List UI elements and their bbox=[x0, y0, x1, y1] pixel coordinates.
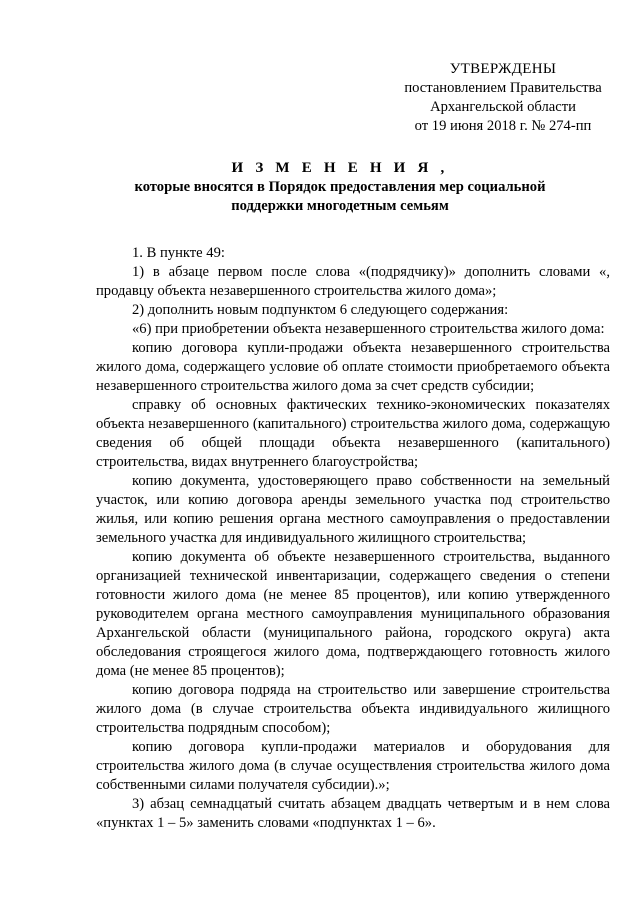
document-subtitle-line-2: поддержки многодетным семьям bbox=[231, 198, 449, 214]
paragraph-subitem-1: 1) в абзаце первом после слова «(подрядчику)» дополнить словами «, продавцу объекта незавершенного строительства жилого дома»; bbox=[96, 264, 610, 299]
approval-region: Архангельской области bbox=[430, 99, 576, 115]
paragraph-item-1: 1. В пункте 49: bbox=[132, 245, 225, 261]
document-subtitle-line-1: которые вносятся в Порядок предоставления мер социальной bbox=[134, 179, 546, 195]
document-heading bbox=[80, 159, 600, 216]
paragraph-inventory-document: копию документа об объекте незавершенного строительства, выданного организацией технической инвентаризации, содержащего сведения о степени готовности жилого дома (не менее 85 процентов), или копию утвержденного руководителем органа местного самоуправления муниципального образования Архангельской области (муниципального района, городского округа) акта обследования строящегося жилого дома, подтверждающего готовность жилого дома (не менее 85 процентов); bbox=[96, 549, 610, 679]
document-body bbox=[96, 244, 610, 833]
document-title: И З М Е Н Е Н И Я , bbox=[231, 160, 449, 176]
approval-title: УТВЕРЖДЕНЫ bbox=[449, 61, 557, 77]
paragraph-subitem-2: 2) дополнить новым подпунктом 6 следующего содержания: bbox=[132, 302, 509, 318]
paragraph-new-subitem-6: «6) при приобретении объекта незавершенного строительства жилого дома: bbox=[132, 321, 605, 337]
approval-issuer: постановлением Правительства bbox=[404, 80, 602, 96]
paragraph-materials-contract: копию договора купли-продажи материалов и оборудования для строительства жилого дома (в случае осуществления строительства жилого дома собственными силами получателя субсидии).»; bbox=[96, 739, 610, 793]
paragraph-construction-contract: копию договора подряда на строительство или завершение строительства жилого дома (в случае строительства объекта индивидуального жилищного строительства подрядным способом); bbox=[96, 682, 610, 736]
paragraph-technical-certificate: справку об основных фактических технико-экономических показателях объекта незавершенного (капитального) строительства жилого дома, содержащую сведения об общей площади объекта незавершенного (капитального) строительства, видах внутреннего благоустройства; bbox=[96, 397, 610, 470]
approval-block bbox=[388, 60, 618, 136]
paragraph-subitem-3: 3) абзац семнадцатый считать абзацем двадцать четвертым и в нем слова «пунктах 1 – 5» заменить словами «подпунктах 1 – 6». bbox=[96, 796, 610, 831]
paragraph-land-rights-copy: копию документа, удостоверяющего право собственности на земельный участок, или копию договора аренды земельного участка под строительство жилья, или копию решения органа местного самоуправления о предоставлении земельного участка для индивидуального жилищного строительства; bbox=[96, 473, 610, 546]
approval-date-number: от 19 июня 2018 г. № 274-пп bbox=[414, 118, 592, 134]
paragraph-sale-contract-copy: копию договора купли-продажи объекта незавершенного строительства жилого дома, содержащего условие об оплате стоимости приобретаемого объекта незавершенного строительства жилого дома за счет средств субсидии; bbox=[96, 340, 610, 394]
